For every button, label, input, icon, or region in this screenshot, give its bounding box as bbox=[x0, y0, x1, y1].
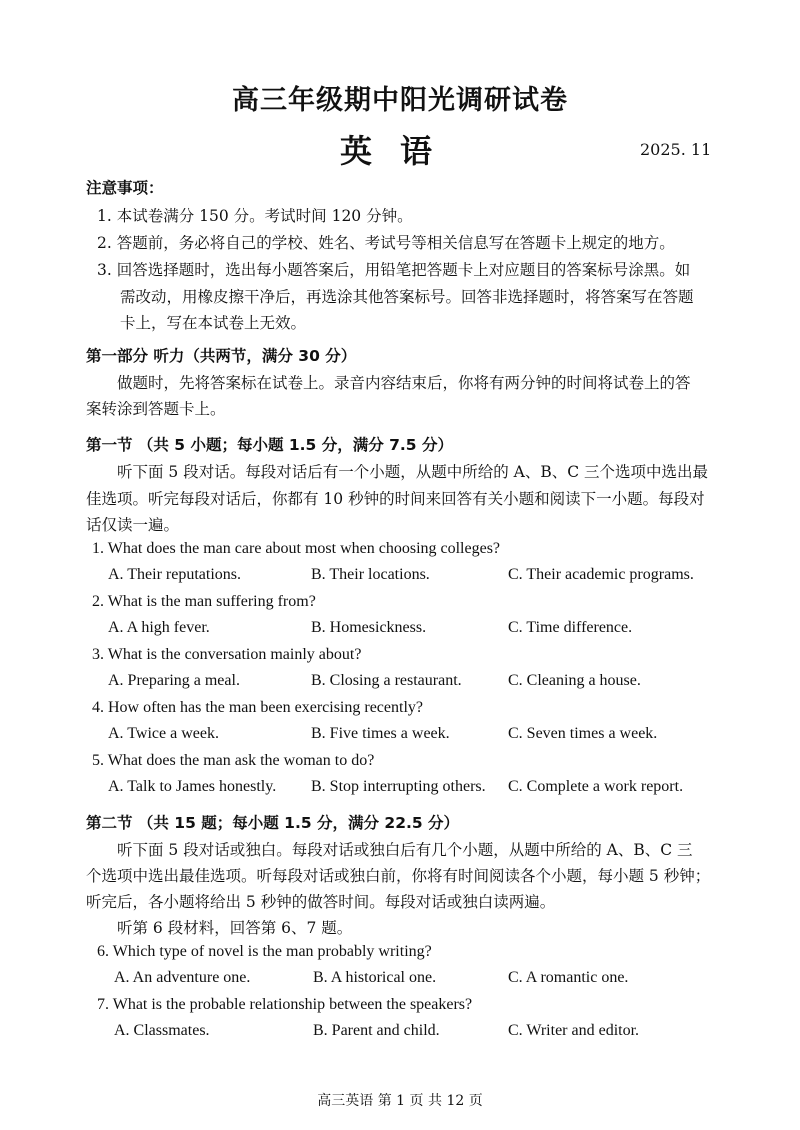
option-b: B. Closing a restaurant. bbox=[311, 672, 462, 689]
section2-intro-line: 个选项中选出最佳选项。听每段对话或独白前，你将有时间阅读各个小题，每小题 5 秒钟； bbox=[86, 867, 711, 885]
question-stem: 4. How often has the man been exercising recently? bbox=[92, 699, 423, 716]
notice-line: 3. 回答选择题时，选出每小题答案后，用铅笔把答题卡上对应题目的答案标号涂黑。如 bbox=[97, 261, 691, 279]
question-stem: 2. What is the man suffering from? bbox=[92, 593, 316, 610]
notice-line: 2. 答题前，务必将自己的学校、姓名、考试号等相关信息写在答题卡上规定的地方。 bbox=[97, 234, 675, 252]
option-a: A. A high fever. bbox=[108, 619, 210, 636]
part1-heading: 第一部分 听力（共两节，满分 30 分） bbox=[86, 347, 357, 365]
option-b: B. A historical one. bbox=[313, 969, 437, 986]
question-stem: 7. What is the probable relationship between the speakers? bbox=[97, 996, 473, 1013]
section1-heading: 第一节 （共 5 小题；每小题 1.5 分，满分 7.5 分） bbox=[86, 436, 453, 454]
section2-heading: 第二节 （共 15 题；每小题 1.5 分，满分 22.5 分） bbox=[86, 814, 460, 832]
material-instruction: 听第 6 段材料，回答第 6、7 题。 bbox=[117, 919, 353, 937]
option-b: B. Homesickness. bbox=[311, 619, 427, 636]
option-c: C. Their academic programs. bbox=[508, 566, 694, 583]
section1-intro-line: 听下面 5 段对话。每段对话后有一个小题，从题中所给的 A、B、C 三个选项中选出最 bbox=[117, 463, 709, 481]
question-stem: 5. What does the man ask the woman to do? bbox=[92, 752, 375, 769]
question-stem: 6. Which type of novel is the man probably writing? bbox=[97, 943, 432, 960]
notice-line: 需改动，用橡皮擦干净后，再选涂其他答案标号。回答非选择题时，将答案写在答题 bbox=[120, 288, 694, 306]
question-stem: 1. What does the man care about most when choosing colleges? bbox=[92, 540, 501, 557]
option-c: C. Cleaning a house. bbox=[508, 672, 641, 689]
exam-title: 高三年级期中阳光调研试卷 bbox=[232, 85, 568, 116]
exam-date: 2025. 11 bbox=[640, 140, 712, 159]
part1-intro-line: 做题时，先将答案标在试卷上。录音内容结束后，你将有两分钟的时间将试卷上的答 bbox=[117, 374, 691, 392]
section1-intro-line: 话仅读一遍。 bbox=[86, 516, 180, 534]
option-a: A. Classmates. bbox=[114, 1022, 210, 1039]
section1-intro-line: 佳选项。听完每段对话后，你都有 10 秒钟的时间来回答有关小题和阅读下一小题。每段对 bbox=[86, 490, 705, 508]
part1-intro-line: 案转涂到答题卡上。 bbox=[86, 400, 226, 418]
option-a: A. Twice a week. bbox=[108, 725, 219, 742]
subject-title: 英语 bbox=[339, 132, 460, 170]
notice-heading: 注意事项： bbox=[86, 179, 164, 197]
option-b: B. Parent and child. bbox=[313, 1022, 440, 1039]
option-c: C. Time difference. bbox=[508, 619, 633, 636]
option-c: C. Seven times a week. bbox=[508, 725, 658, 742]
option-a: A. Talk to James honestly. bbox=[108, 778, 277, 795]
option-b: B. Their locations. bbox=[311, 566, 430, 583]
option-a: A. Preparing a meal. bbox=[108, 672, 240, 689]
question-stem: 3. What is the conversation mainly about? bbox=[92, 646, 362, 663]
page-footer: 高三英语 第 1 页 共 12 页 bbox=[317, 1093, 483, 1109]
option-c: C. A romantic one. bbox=[508, 969, 629, 986]
option-b: B. Five times a week. bbox=[311, 725, 450, 742]
option-a: A. Their reputations. bbox=[108, 566, 242, 583]
notice-line: 1. 本试卷满分 150 分。考试时间 120 分钟。 bbox=[97, 207, 413, 225]
option-b: B. Stop interrupting others. bbox=[311, 778, 486, 795]
section2-intro-line: 听完后，各小题将给出 5 秒钟的做答时间。每段对话或独白读两遍。 bbox=[86, 893, 556, 911]
option-c: C. Complete a work report. bbox=[508, 778, 684, 795]
notice-line: 卡上，写在本试卷上无效。 bbox=[120, 314, 307, 332]
option-c: C. Writer and editor. bbox=[508, 1022, 640, 1039]
option-a: A. An adventure one. bbox=[114, 969, 251, 986]
section2-intro-line: 听下面 5 段对话或独白。每段对话或独白后有几个小题，从题中所给的 A、B、C 三 bbox=[117, 841, 693, 859]
